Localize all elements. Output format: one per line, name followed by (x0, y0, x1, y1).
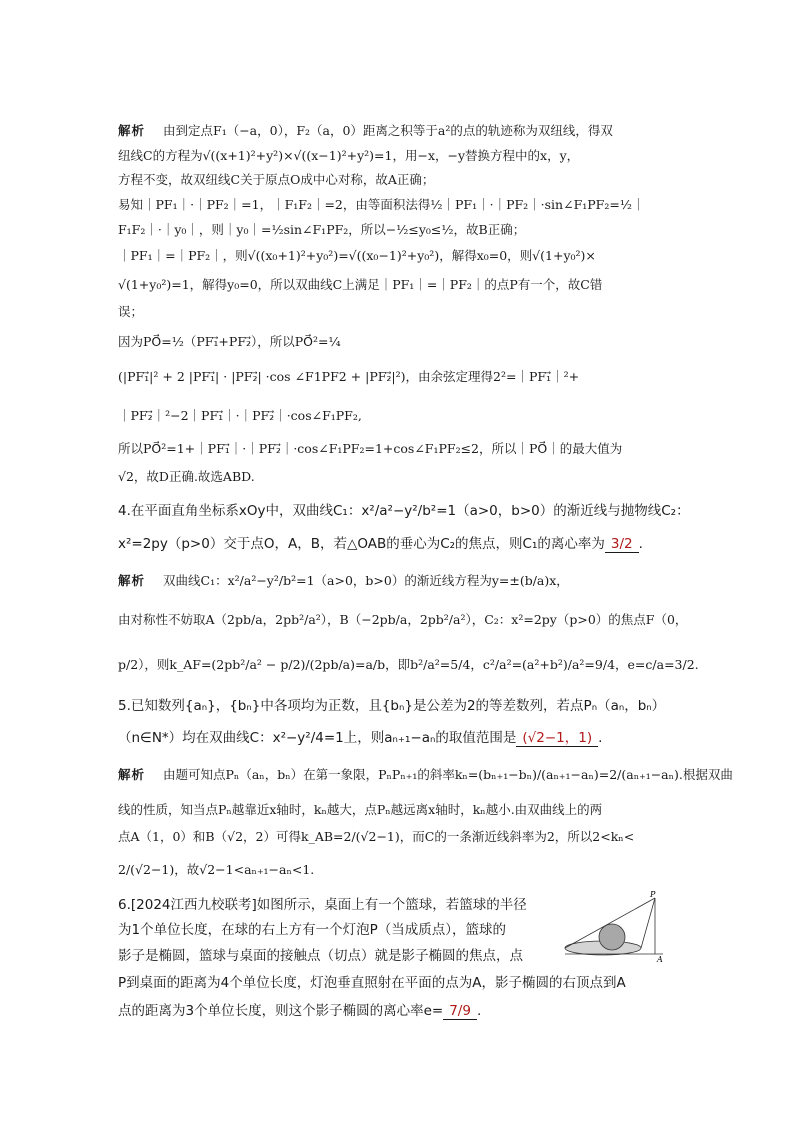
question-5-answer: (√2−1，1) (516, 730, 598, 747)
solution-3-line-1: 解析 由到定点F₁（−a，0），F₂（a，0）距离之积等于a²的点的轨迹称为双纽线，得双 (118, 123, 613, 138)
question-6-line-5: 点的距离为3个单位长度，则这个影子椭圆的离心率e= 7/9 . (118, 1003, 482, 1019)
solution-label: 解析 (118, 767, 146, 782)
solution-5-line-2: 线的性质，知当点Pₙ越靠近x轴时，kₙ越大，点Pₙ越远离x轴时，kₙ越小.由双曲线上的两 (118, 802, 603, 817)
question-5-line-2: （n∈N*）均在双曲线C：x²−y²/4=1上，则aₙ₊₁−aₙ的取值范围是 (√2−1，1) . (118, 730, 603, 746)
solution-4-line-2: 由对称性不妨取A（2pb/a，2pb²/a²），B（−2pb/a，2pb²/a²），C₂：x²=2py（p>0）的焦点F（0， (118, 612, 688, 627)
basketball-circle (599, 924, 625, 950)
solution-label: 解析 (118, 123, 146, 138)
question-4-answer: 3/2 (605, 536, 639, 553)
solution-3-line-8: 误； (118, 304, 144, 319)
solution-3-line-4: 易知｜PF₁｜·｜PF₂｜=1，｜F₁F₂｜=2，由等面积法得½｜PF₁｜·｜PF₂｜·sin∠F₁PF₂=½｜ (118, 197, 645, 212)
basketball-shadow-figure (563, 890, 685, 967)
question-4-line-2: x²=2py（p>0）交于点O，A，B，若△OAB的垂心为C₂的焦点，则C₁的离心率为 3/2 . (118, 536, 643, 552)
solution-3-line-7: √(1+y₀²)=1，解得y₀=0，所以双曲线C上满足｜PF₁｜=｜PF₂｜的点P有一个，故C错 (118, 277, 603, 292)
solution-3-line-11: ｜PF₂⃗｜²−2｜PF₁⃗｜·｜PF₂⃗｜·cos∠F₁PF₂, (118, 408, 362, 423)
light-ray-lower (641, 898, 655, 948)
question-6-answer: 7/9 (443, 1003, 477, 1020)
solution-3-line-2: 纽线C的方程为√((x+1)²+y²)×√((x−1)²+y²)=1，用−x，−y替换方程中的x，y， (118, 148, 580, 163)
question-6-line-4: P到桌面的距离为4个单位长度，灯泡垂直照射在平面的点为A，影子椭圆的右顶点到A (118, 975, 626, 991)
question-5-line-1: 5.已知数列{aₙ}，{bₙ}中各项均为正数，且{bₙ}是公差为2的等差数列，若点Pₙ（aₙ，bₙ） (118, 698, 666, 714)
question-4-line-1: 4.在平面直角坐标系xOy中，双曲线C₁：x²/a²−y²/b²=1（a>0，b>0）的渐近线与抛物线C₂： (118, 503, 690, 519)
solution-4-line-1: 解析 双曲线C₁：x²/a²−y²/b²=1（a>0，b>0）的渐近线方程为y=±(b/a)x， (118, 573, 569, 588)
solution-3-line-9: 因为PO⃗=½（PF₁⃗+PF₂⃗），所以PO⃗²=¼ (118, 334, 341, 349)
solution-3-line-6: ｜PF₁｜=｜PF₂｜，则√((x₀+1)²+y₀²)=√((x₀−1)²+y₀²)，解得x₀=0，则√(1+y₀²)× (118, 248, 596, 263)
solution-3-line-10: (|PF₁⃗|² + 2 |PF₁⃗| · |PF₂⃗| ·cos ∠F1PF2 + |PF₂⃗|²)，由余弦定理得2²=｜PF₁⃗｜²+ (118, 369, 580, 384)
solution-3-line-3: 方程不变，故双纽线C关于原点O成中心对称，故A正确； (118, 172, 435, 187)
question-6-line-3: 影子是椭圆，篮球与桌面的接触点（切点）就是影子椭圆的焦点，点 (118, 948, 523, 964)
solution-label: 解析 (118, 573, 146, 588)
solution-5-line-4: 2/(√2−1)，故√2−1<aₙ₊₁−aₙ<1. (118, 862, 315, 877)
solution-3-line-5: F₁F₂｜·｜y₀｜，则｜y₀｜=½sin∠F₁PF₂，所以−½≤y₀≤½，故B正确； (118, 222, 526, 237)
solution-3-line-12: 所以PO⃗²=1+｜PF₁⃗｜·｜PF₂⃗｜·cos∠F₁PF₂=1+cos∠F₁PF₂≤2，所以｜PO⃗｜的最大值为 (118, 441, 623, 456)
question-6-line-1: 6.[2024江西九校联考]如图所示，桌面上有一个篮球，若篮球的半径 (118, 897, 527, 913)
question-6-line-2: 为1个单位长度，在球的右上方有一个灯泡P（当成质点），篮球的 (118, 922, 506, 938)
solution-5-line-3: 点A（1，0）和B（√2，2）可得k_AB=2/(√2−1)，而C的一条渐近线斜率为2，所以2<kₙ< (118, 829, 635, 844)
point-a-label: A (657, 955, 663, 964)
solution-5-line-1: 解析 由题可知点Pₙ（aₙ，bₙ）在第一象限，PₙPₙ₊₁的斜率kₙ=(bₙ₊₁−bₙ)/(aₙ₊₁−aₙ)=2/(aₙ₊₁−aₙ).根据双曲 (118, 767, 733, 782)
solution-4-line-3: p/2），则k_AF=(2pb²/a² − p/2)/(2pb/a)=a/b，即b²/a²=5/4，c²/a²=(a²+b²)/a²=9/4，e=c/a=3/2. (118, 657, 699, 672)
point-p-label: P (650, 890, 656, 899)
solution-3-line-13: √2，故D正确.故选ABD. (118, 469, 255, 484)
